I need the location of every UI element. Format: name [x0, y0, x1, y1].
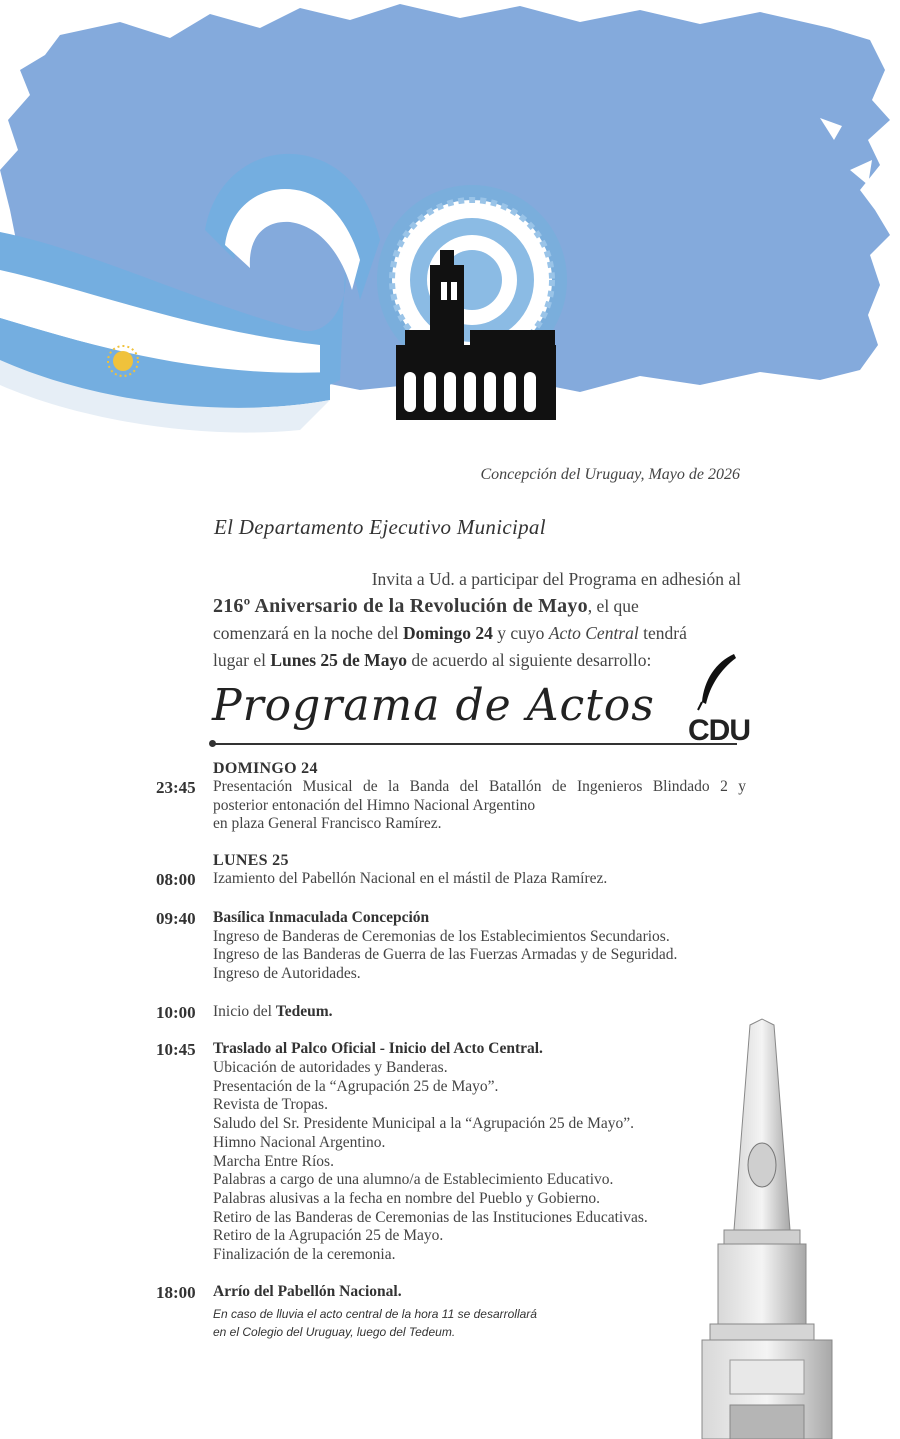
header-illustration [0, 0, 900, 440]
schedule-item-2345 [156, 778, 746, 834]
schedule-line: Ingreso de las Banderas de Guerra de las Fuerzas Armadas y de Seguridad. [213, 946, 678, 964]
schedule-line: Ingreso de Autoridades. [213, 964, 361, 982]
cdu-logo: CDU [688, 714, 750, 747]
title-divider-dot [209, 740, 216, 747]
schedule-item-1800 [156, 1283, 746, 1342]
sunday-block [156, 760, 746, 778]
schedule-line: en plaza General Francisco Ramírez. [213, 815, 442, 833]
intro-line-4 [213, 647, 741, 674]
sun-of-may-icon [113, 351, 133, 371]
time-0940: 09:40 [156, 908, 196, 928]
intro-line-3 [213, 620, 741, 647]
schedule-line: Finalización de la ceremonia. [213, 1246, 396, 1264]
invitation-paragraph [213, 566, 741, 674]
time-1045: 10:45 [156, 1040, 196, 1060]
schedule-item-1000 [156, 1003, 746, 1022]
schedule-item-title: Traslado al Palco Oficial - Inicio del Acto Central. [213, 1040, 543, 1058]
schedule-line: Revista de Tropas. [213, 1096, 328, 1114]
department-name: El Departamento Ejecutivo Municipal [214, 515, 546, 539]
intro-line-2 [213, 593, 741, 620]
schedule-line: posterior entonación del Himno Nacional Argentino [213, 796, 536, 814]
date-line: Concepción del Uruguay, Mayo de 2026 [480, 466, 740, 483]
intro-text: comenzará en la noche del [213, 623, 403, 643]
schedule-item-title: Basílica Inmaculada Concepción [213, 908, 430, 926]
intro-text: y cuyo [492, 623, 549, 643]
schedule-line: Retiro de la Agrupación 25 de Mayo. [213, 1227, 444, 1245]
schedule-line: Izamiento del Pabellón Nacional en el mástil de Plaza Ramírez. [213, 870, 608, 888]
intro-text: de acuerdo al siguiente desarrollo: [406, 650, 652, 670]
intro-monday: Lunes 25 de Mayo [270, 650, 407, 670]
day-heading-monday: LUNES 25 [213, 852, 289, 870]
intro-sunday: Domingo 24 [402, 623, 493, 643]
schedule-line: Himno Nacional Argentino. [213, 1133, 386, 1151]
schedule-item-1045 [156, 1040, 746, 1264]
time-0800: 08:00 [156, 870, 196, 890]
schedule-item-title: Arrío del Pabellón Nacional. [213, 1282, 402, 1300]
intro-text: tendrá [638, 623, 687, 643]
schedule-line: Ingreso de Banderas de Ceremonias de los Establecimientos Secundarios. [213, 927, 670, 945]
schedule-line: Ubicación de autoridades y Banderas. [213, 1059, 448, 1077]
schedule-line: Palabras a cargo de una alumno/a de Establecimiento Educativo. [213, 1171, 614, 1189]
schedule-line: Palabras alusivas a la fecha en nombre del Pueblo y Gobierno. [213, 1189, 600, 1207]
schedule-line: Presentación de la “Agrupación 25 de Mayo”. [213, 1077, 499, 1095]
schedule-line: Presentación Musical de la Banda del Batallón de Ingenieros Blindado 2 y [213, 778, 746, 795]
schedule-line: Retiro de las Banderas de Ceremonias de las Instituciones Educativas. [213, 1208, 648, 1226]
schedule-line [213, 1003, 746, 1022]
monday-block [156, 852, 746, 870]
quill-icon [686, 652, 746, 712]
rain-note-line: en el Colegio del Uruguay, luego del Tedeum. [213, 1325, 456, 1340]
time-1000: 10:00 [156, 1002, 196, 1022]
tedeum-label: Tedeum. [275, 1002, 333, 1020]
time-1800: 18:00 [156, 1282, 196, 1302]
intro-line-1: Invita a Ud. a participar del Programa en adhesión al [371, 569, 741, 589]
anniversary-title: 216º Aniversario de la Revolución de Mayo [213, 595, 588, 617]
schedule-item-0940 [156, 909, 746, 984]
title-divider [213, 743, 737, 745]
schedule [156, 760, 746, 1341]
time-2345: 23:45 [156, 778, 196, 797]
program-title: Programa de Actos [212, 680, 655, 731]
intro-text: , el que [587, 596, 639, 616]
schedule-text: Inicio del [213, 1002, 276, 1020]
intro-text: lugar el [213, 650, 271, 670]
rain-note-line: En caso de lluvia el acto central de la hora 11 se desarrollará [213, 1307, 537, 1322]
day-heading-sunday: DOMINGO 24 [213, 760, 318, 777]
intro-acto-central: Acto Central [548, 623, 639, 643]
schedule-item-0800 [156, 870, 746, 889]
schedule-line: Saludo del Sr. Presidente Municipal a la “Agrupación 25 de Mayo”. [213, 1115, 634, 1133]
schedule-line: Marcha Entre Ríos. [213, 1152, 334, 1170]
obelisk-monument-image [690, 1015, 850, 1439]
